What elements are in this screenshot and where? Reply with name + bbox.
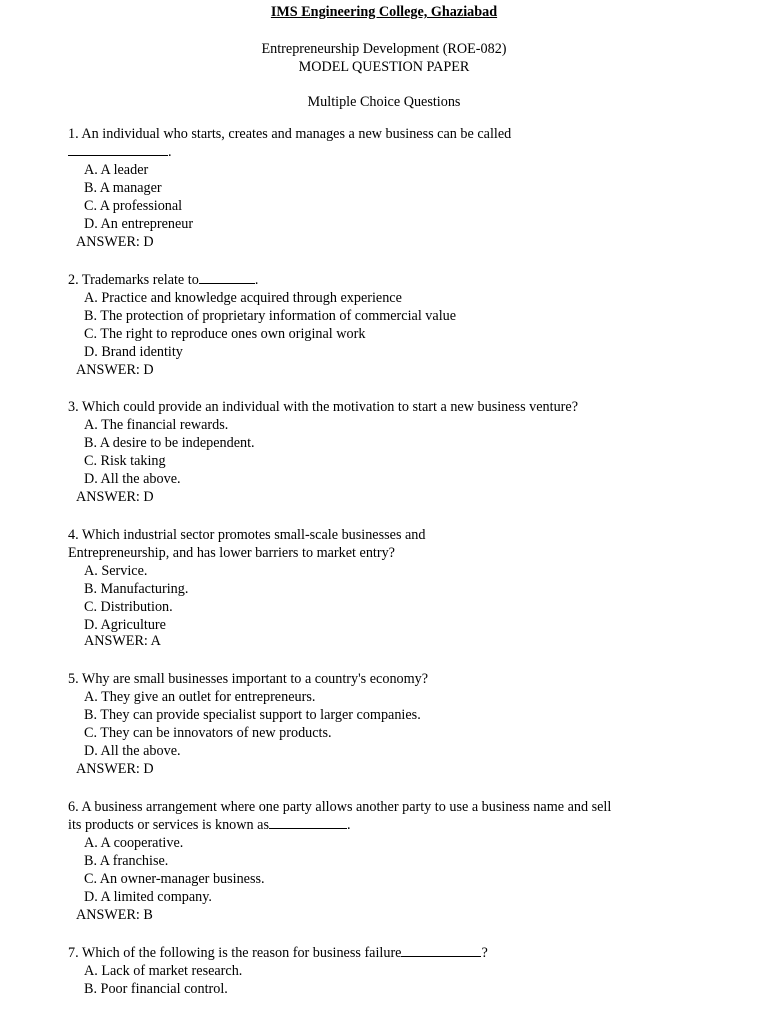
answer-key: ANSWER: D [76,761,154,777]
option-a: A. Lack of market research. [84,963,243,979]
question-text: 3. Which could provide an individual with the motivation to start a new business venture? [68,399,578,415]
option-d: D. Agriculture [84,617,166,633]
option-c: C. An owner-manager business. [84,871,265,887]
question-text: 6. A business arrangement where one party allows another party to use a business name and sell [68,799,612,815]
answer-blank [199,271,255,284]
option-b: B. A manager [84,180,162,196]
option-b: B. A franchise. [84,853,169,869]
question-text [68,944,678,962]
option-b: B. A desire to be independent. [84,435,255,451]
answer-key: ANSWER: D [76,362,154,378]
answer-blank [401,944,481,957]
question-5 [68,670,678,778]
section-title: Multiple Choice Questions [307,94,461,110]
option-a: A. A cooperative. [84,835,184,851]
option-d: D. Brand identity [84,344,183,360]
option-b: B. They can provide specialist support to larger companies. [84,707,421,723]
question-1 [68,125,678,251]
answer-key: ANSWER: D [76,234,154,250]
question-suffix: ? [481,945,488,961]
question-prefix: its products or services is known as [68,817,269,833]
option-a: A. Practice and knowledge acquired through experience [84,290,402,306]
question-prefix: 2. Trademarks relate to [68,272,199,288]
question-6 [68,798,678,924]
question-text: 1. An individual who starts, creates and manages a new business can be called [68,126,512,142]
question-text: 4. Which industrial sector promotes small-scale businesses and [68,527,426,543]
option-b: B. Poor financial control. [84,981,228,997]
question-4 [68,526,678,650]
question-text: 5. Why are small businesses important to a country's economy? [68,671,429,687]
answer-key: ANSWER: A [84,633,161,649]
option-d: D. A limited company. [84,889,212,905]
question-prefix: 7. Which of the following is the reason for business failure [68,945,402,961]
answer-blank [68,143,168,156]
paper-type: MODEL QUESTION PAPER [298,59,470,75]
option-a: A. The financial rewards. [84,417,229,433]
question-3 [68,398,678,506]
option-c: C. A professional [84,198,183,214]
college-name: IMS Engineering College, Ghaziabad [270,4,498,20]
question-text-line2: Entrepreneurship, and has lower barriers to market entry? [68,545,395,561]
question-suffix: . [254,272,259,288]
answer-key: ANSWER: B [76,907,153,923]
question-7 [68,944,678,998]
option-a: A. They give an outlet for entrepreneurs. [84,689,316,705]
option-c: C. Risk taking [84,453,166,469]
answer-blank [269,816,347,829]
question-suffix: . [168,144,172,160]
question-text [68,271,678,289]
option-b: B. The protection of proprietary information of commercial value [84,308,457,324]
question-text-line2 [68,143,678,161]
option-c: C. They can be innovators of new products. [84,725,332,741]
option-d: D. All the above. [84,471,181,487]
question-suffix: . [346,817,351,833]
question-text-line2 [68,816,678,834]
option-b: B. Manufacturing. [84,581,189,597]
answer-key: ANSWER: D [76,489,154,505]
course-title: Entrepreneurship Development (ROE-082) [261,41,507,57]
option-d: D. An entrepreneur [84,216,194,232]
option-a: A. A leader [84,162,149,178]
option-c: C. Distribution. [84,599,173,615]
option-a: A. Service. [84,563,148,579]
option-d: D. All the above. [84,743,181,759]
option-c: C. The right to reproduce ones own original work [84,326,366,342]
question-2 [68,271,678,379]
